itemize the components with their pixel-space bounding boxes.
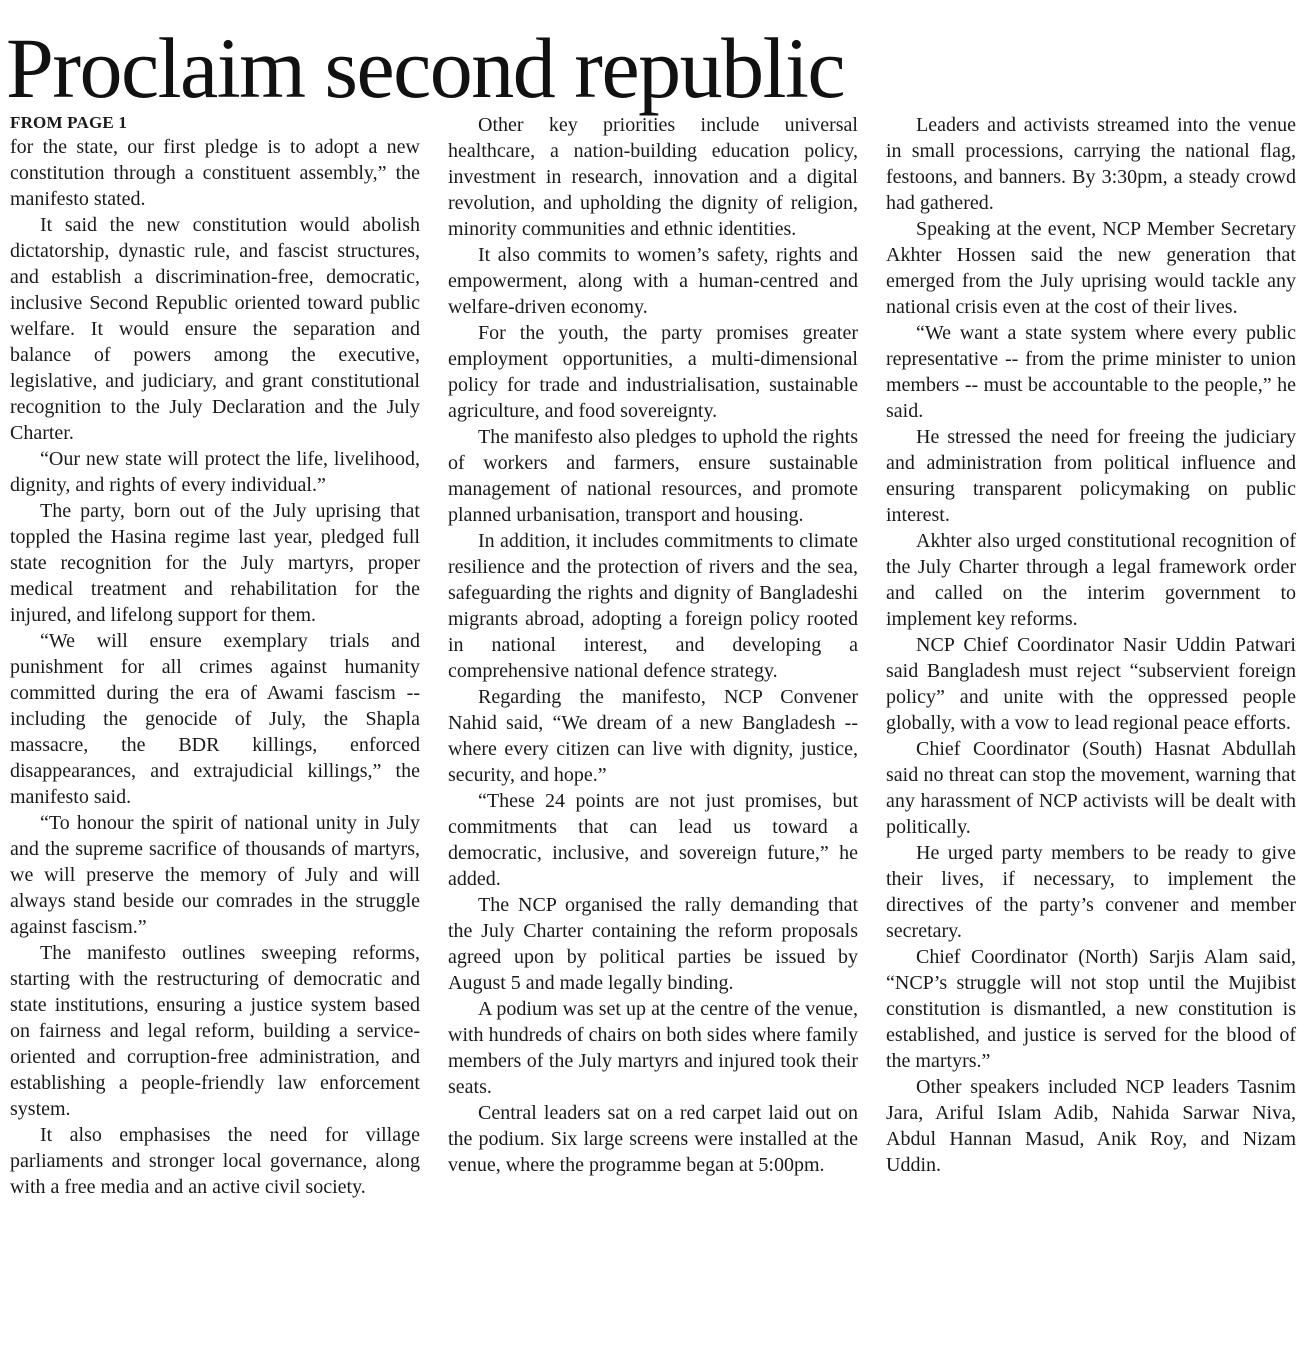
paragraph: The party, born out of the July uprising that toppled the Hasina regime last year, pledged full state recognition for the July martyrs, proper medical treatment and rehabilitation for the injured, and lifelong support for them. [10,500,420,626]
paragraph: It said the new constitution would abolish dictatorship, dynastic rule, and fascist structures, and establish a discrimination-free, democratic, inclusive Second Republic oriented toward public welfare. It would ensure the separation and balance of powers among the executive, legislative, and judiciary, and grant constitutional recognition to the July Declaration and the July Charter. [10,214,420,444]
paragraph: The manifesto outlines sweeping reforms, starting with the restructuring of democratic and state institutions, ensuring a justice system based on fairness and legal reform, building a service-oriented and corruption-free administration, and establishing a people-friendly law enforcement system. [10,942,420,1120]
paragraph: The NCP organised the rally demanding that the July Charter containing the reform proposals agreed upon by political parties be issued by August 5 and made legally binding. [448,894,858,994]
paragraph: NCP Chief Coordinator Nasir Uddin Patwari said Bangladesh must reject “subservient foreign policy” and unite with the oppressed people globally, with a vow to lead regional peace efforts. [886,634,1296,734]
column-3 [886,112,1296,1200]
column-1 [10,112,420,1200]
headline: Proclaim second republic [6,20,845,116]
continuation-kicker: FROM PAGE 1 [10,113,128,132]
paragraph: The manifesto also pledges to uphold the rights of workers and farmers, ensure sustainable management of national resources, and promote planned urbanisation, transport and housing. [448,426,858,526]
paragraph: Regarding the manifesto, NCP Convener Nahid said, “We dream of a new Bangladesh -- where every citizen can live with dignity, justice, security, and hope.” [448,686,858,786]
paragraph: Central leaders sat on a red carpet laid out on the podium. Six large screens were installed at the venue, where the programme began at 5:00pm. [448,1102,858,1176]
paragraph: Other speakers included NCP leaders Tasnim Jara, Ariful Islam Adib, Nahida Sarwar Niva, Abdul Hannan Masud, Anik Roy, and Nizam Uddin. [886,1076,1296,1176]
paragraph: He stressed the need for freeing the judiciary and administration from political influence and ensuring transparent policymaking on public interest. [886,426,1296,526]
paragraph: In addition, it includes commitments to climate resilience and the protection of rivers and the sea, safeguarding the rights and dignity of Bangladeshi migrants abroad, adopting a foreign policy rooted in national interest, and developing a comprehensive national defence strategy. [448,530,858,682]
paragraph: Chief Coordinator (South) Hasnat Abdullah said no threat can stop the movement, warning that any harassment of NCP activists will be dealt with politically. [886,738,1296,838]
paragraph: Akhter also urged constitutional recognition of the July Charter through a legal framework order and called on the interim government to implement key reforms. [886,530,1296,630]
paragraph: “These 24 points are not just promises, but commitments that can lead us toward a democratic, inclusive, and sovereign future,” he added. [448,790,858,890]
column-2 [448,112,858,1200]
paragraph: A podium was set up at the centre of the venue, with hundreds of chairs on both sides where family members of the July martyrs and injured took their seats. [448,998,858,1098]
paragraph: Speaking at the event, NCP Member Secretary Akhter Hossen said the new generation that emerged from the July uprising would tackle any national crisis even at the cost of their lives. [886,218,1296,318]
paragraph: Other key priorities include universal healthcare, a nation-building education policy, investment in research, innovation and a digital revolution, and upholding the dignity of religion, minority communities and ethnic identities. [448,114,858,240]
paragraph: “We want a state system where every public representative -- from the prime minister to union members -- must be accountable to the people,” he said. [886,322,1296,422]
paragraph: “Our new state will protect the life, livelihood, dignity, and rights of every individual.” [10,448,420,496]
paragraph: “We will ensure exemplary trials and punishment for all crimes against humanity committed during the era of Awami fascism -- including the genocide of July, the Shapla massacre, the BDR killings, enforced disappearances, and extrajudicial killings,” the manifesto said. [10,630,420,808]
paragraph: For the youth, the party promises greater employment opportunities, a multi-dimensional policy for trade and industrialisation, sustainable agriculture, and food sovereignty. [448,322,858,422]
paragraph: “To honour the spirit of national unity in July and the supreme sacrifice of thousands of martyrs, we will preserve the memory of July and will always stand beside our comrades in the struggle against fascism.” [10,812,420,938]
paragraph: Leaders and activists streamed into the venue in small processions, carrying the national flag, festoons, and banners. By 3:30pm, a steady crowd had gathered. [886,114,1296,214]
paragraph: Chief Coordinator (North) Sarjis Alam said, “NCP’s struggle will not stop until the Mujibist constitution is dismantled, a new constitution is established, and justice is served for the blood of the martyrs.” [886,946,1296,1072]
paragraph: for the state, our first pledge is to adopt a new constitution through a constituent assembly,” the manifesto stated. [10,136,420,210]
paragraph: He urged party members to be ready to give their lives, if necessary, to implement the directives of the party’s convener and member secretary. [886,842,1296,942]
paragraph: It also emphasises the need for village parliaments and stronger local governance, along with a free media and an active civil society. [10,1124,420,1198]
paragraph: It also commits to women’s safety, rights and empowerment, along with a human-centred and welfare-driven economy. [448,244,858,318]
article-body [10,112,1296,1200]
